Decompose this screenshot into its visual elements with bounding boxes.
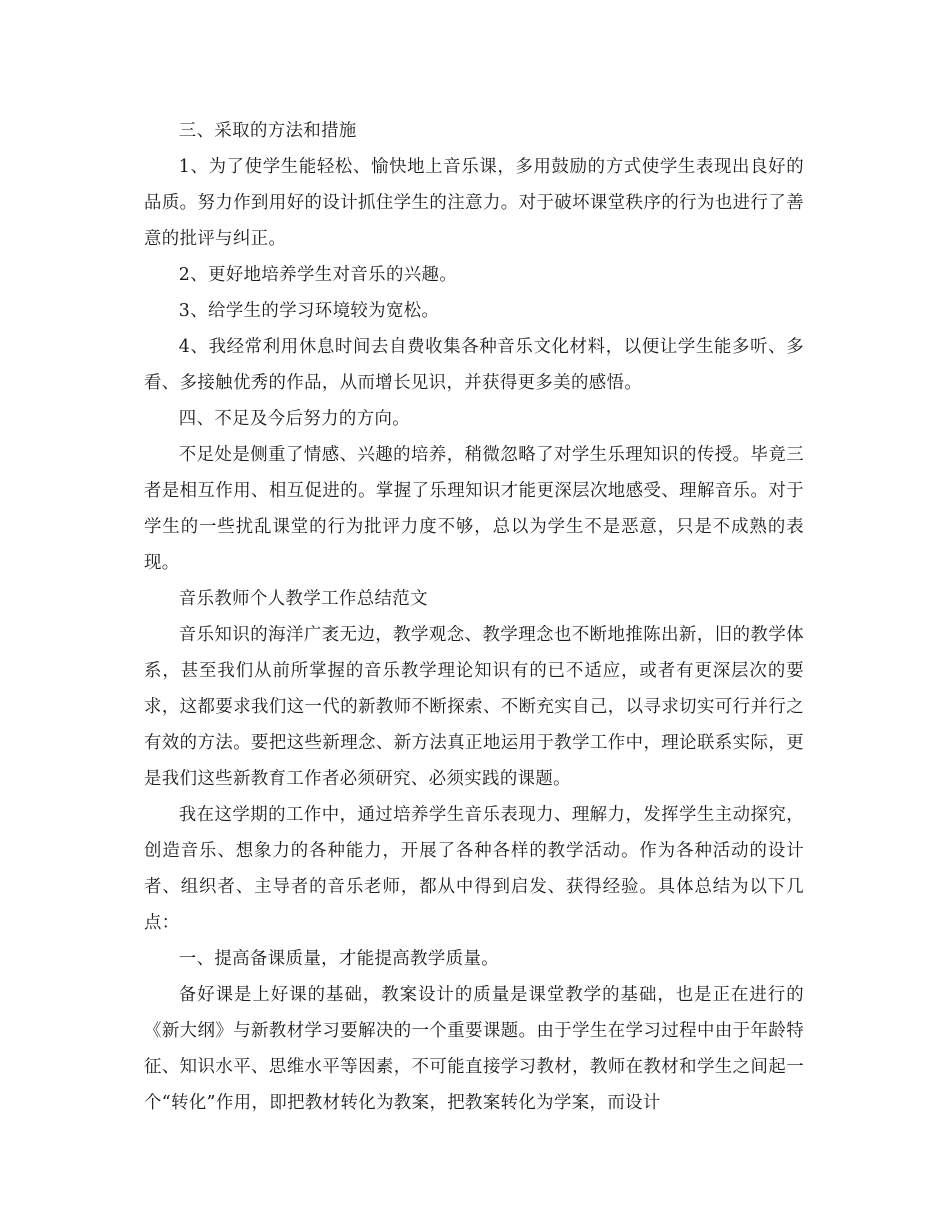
paragraph-item-4: 4、我经常利用休息时间去自费收集各种音乐文化材料，以便让学生能多听、多看、多接触优秀的作品，从而增长见识，并获得更多美的感悟。 bbox=[144, 337, 804, 393]
section-heading-shortcomings: 四、不足及今后努力的方向。 bbox=[178, 409, 411, 429]
paragraph-intro: 音乐知识的海洋广袤无边，教学观念、教学理念也不断地推陈出新，旧的教学体系，甚至我们从前所掌握的音乐教学理论知识有的已不适应，或者有更深层次的要求，这都要求我们这一代的新教师不断探索、不断充实自己，以寻求切实可行并行之有效的方法。要把这些新理念、新方法真正地运用于教学工作中，理论联系实际，更是我们这些新教育工作者必须研究、必须实践的课题。 bbox=[144, 625, 804, 789]
paragraph-lesson-prep: 备好课是上好课的基础，教案设计的质量是课堂教学的基础，也是正在进行的《新大纲》与新教材学习要解决的一个重要课题。由于学生在学习过程中由于年龄特征、知识水平、思维水平等因素，不可能直接学习教材，教师在教材和学生之间起一个“转化”作用，即把教材转化为教案，把教案转化为学案，而设计 bbox=[144, 985, 804, 1113]
paragraph-item-1: 1、为了使学生能轻松、愉快地上音乐课，多用鼓励的方式使学生表现出良好的品质。努力作到用好的设计抓住学生的注意力。对于破坏课堂秩序的行为也进行了善意的批评与纠正。 bbox=[144, 157, 804, 249]
section-heading-lesson-prep: 一、提高备课质量，才能提高教学质量。 bbox=[178, 949, 500, 969]
paragraph-shortcomings: 不足处是侧重了情感、兴趣的培养，稍微忽略了对学生乐理知识的传授。毕竟三者是相互作用、相互促进的。掌握了乐理知识才能更深层次地感受、理解音乐。对于学生的一些扰乱课堂的行为批评力度不够，总以为学生不是恶意，只是不成熟的表现。 bbox=[144, 445, 804, 573]
paragraph-item-2: 2、更好地培养学生对音乐的兴趣。 bbox=[178, 265, 458, 285]
section-heading-methods: 三、采取的方法和措施 bbox=[178, 121, 357, 141]
paragraph-semester-work: 我在这学期的工作中，通过培养学生音乐表现力、理解力，发挥学生主动探究，创造音乐、想象力的各种能力，开展了各种各样的教学活动。作为各种活动的设计者、组织者、主导者的音乐老师，都从中得到启发、获得经验。具体总结为以下几点： bbox=[144, 805, 804, 933]
article-title: 音乐教师个人教学工作总结范文 bbox=[178, 589, 428, 609]
document-body bbox=[144, 113, 804, 1121]
paragraph-item-3: 3、给学生的学习环境较为宽松。 bbox=[178, 301, 440, 321]
